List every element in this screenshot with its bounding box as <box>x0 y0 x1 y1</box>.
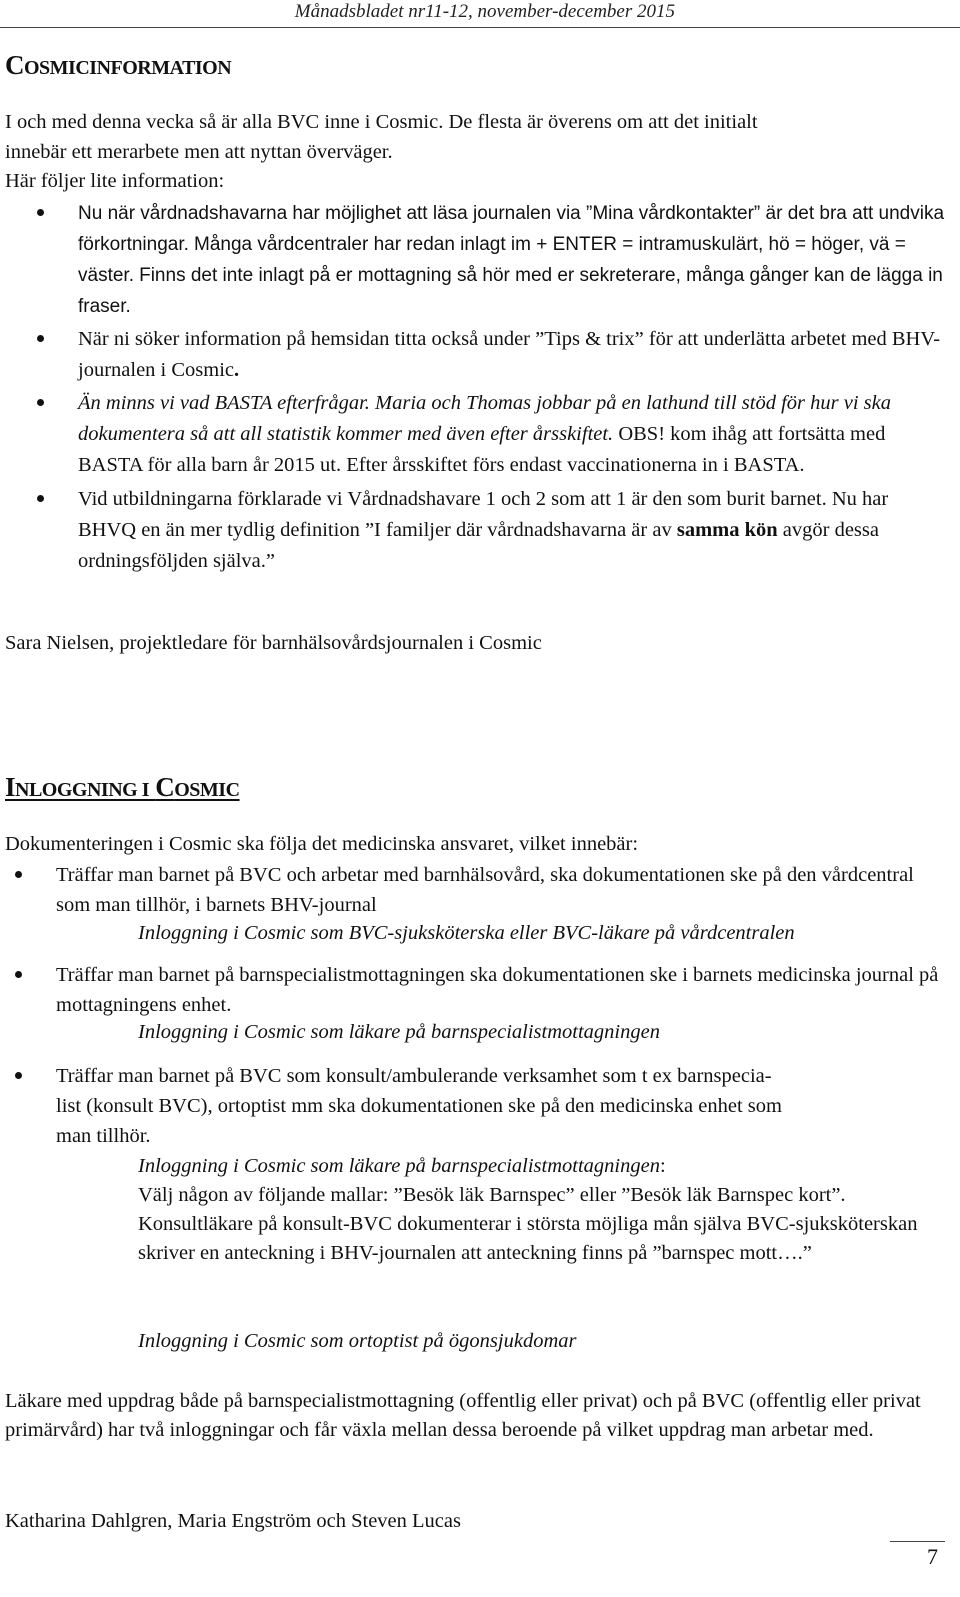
bullet-icon <box>37 399 44 406</box>
section1-intro <box>5 108 940 197</box>
bullet-text-line: Träffar man barnet på BVC som konsult/ambulerande verksamhet som t ex barnspecia- <box>56 1065 772 1087</box>
section2-closing: Läkare med uppdrag både på barnspecialistmottagning (offentlig eller privat) och på BVC (offentlig eller privat primärvård) har två inloggningar och får växla mellan dessa beroende på vilket uppdrag man arbetar med. <box>5 1390 921 1441</box>
header-rule <box>0 27 960 28</box>
heading-initial: C <box>5 50 24 80</box>
section2-bullet-list-3 <box>0 1061 950 1151</box>
login-note-ortoptist: Inloggning i Cosmic som ortoptist på ögonsjukdomar <box>138 1330 577 1352</box>
bullet-text: kom ihåg att fortsätta med BASTA för alla barn år 2015 ut. Efter årsskiftet förs endast vaccinationerna in i BASTA. <box>78 423 886 476</box>
heading-rest: OSMICINFORMATION <box>24 57 232 79</box>
section2-bullet-list-1 <box>0 860 950 920</box>
intro-line-3: Här följer lite information: <box>5 170 225 192</box>
footer-rule <box>890 1541 945 1542</box>
list-item <box>0 388 950 481</box>
bullet-icon <box>37 209 44 216</box>
intro-line-1: I och med denna vecka så är alla BVC inne i Cosmic. De flesta är överens om att det initialt <box>5 111 758 133</box>
login-note-bvc: Inloggning i Cosmic som BVC-sjuksköterska eller BVC-läkare på vårdcentralen <box>138 922 795 944</box>
bullet-text: Många vårdcentraler har redan inlagt im + ENTER = intramuskulärt, hö = höger, vä = väster. <box>78 234 906 286</box>
login-label: Inloggning i Cosmic som läkare på barnspecialistmottagningen <box>138 1155 660 1177</box>
bullet-text: samma kön <box>676 519 778 541</box>
section-heading-inloggning-i-cosmic <box>5 772 240 803</box>
bullet-icon <box>15 871 22 878</box>
section2-bullet-list-2 <box>0 960 950 1020</box>
bullet-icon <box>15 971 22 978</box>
heading-rest: OSMIC <box>174 779 240 801</box>
bullet-text: . <box>234 359 240 381</box>
bullet-text: Maria och Thomas jobbar på en lathund till stöd för hur vi ska dokumentera så att all statistik kommer med även efter årsskiftet. <box>78 392 891 445</box>
page-number: 7 <box>927 1544 938 1569</box>
login-note-konsult <box>138 1152 938 1268</box>
header-title: Månadsbladet nr11-12, november-december 2015 <box>294 1 675 22</box>
bullet-icon <box>15 1072 22 1079</box>
intro-line-2: innebär ett merarbete men att nyttan överväger. <box>5 140 393 163</box>
bullet-text-line: man tillhör. <box>56 1125 151 1147</box>
bullet-icon <box>37 495 44 502</box>
list-item <box>0 860 950 920</box>
list-item <box>0 198 950 322</box>
section1-bullet-list <box>0 198 950 577</box>
list-item <box>0 484 950 577</box>
bullet-text: Träffar man barnet på barnspecialistmottagningen ska dokumentationen ske i barnets medicinska journal på mottagningens enhet. <box>56 964 939 1016</box>
page-header <box>0 0 960 30</box>
section2-authors: Katharina Dahlgren, Maria Engström och Steven Lucas <box>5 1510 461 1532</box>
bullet-text: OBS! <box>618 423 666 445</box>
heading-initial: C <box>155 772 175 802</box>
heading-rest: NLOGGNING I <box>15 779 149 801</box>
list-item <box>0 960 950 1020</box>
list-item <box>0 324 950 386</box>
bullet-text: Nu när vårdnadshavarna har möjlighet att läsa journalen via ”Mina vårdkontakter” är det bra att undvika förkortningar. <box>78 203 945 255</box>
bullet-text: När ni söker information på hemsidan titta också under ”Tips & trix” för att underlätta arbetet med BHV-journalen i Cosmic <box>78 328 941 381</box>
bullet-text: Vid utbildningarna förklarade vi Vårdnadshavare 1 och 2 som att 1 är den som burit barnet. Nu har BHVQ en än mer tydlig definition ”I familjer där vårdnadshavarna är av <box>78 488 889 541</box>
section-heading-cosmicinformation <box>5 50 231 81</box>
list-item <box>0 1061 950 1151</box>
login-colon: : <box>659 1155 666 1177</box>
bullet-icon <box>37 335 44 342</box>
section1-signature: Sara Nielsen, projektledare för barnhälsovårdsjournalen i Cosmic <box>5 632 542 654</box>
bullet-text: Än minns vi vad BASTA efterfrågar. <box>78 392 370 414</box>
login-note-barnspec: Inloggning i Cosmic som läkare på barnspecialistmottagningen <box>138 1021 660 1043</box>
bullet-text: Finns det inte inlagt på er mottagning så hör med er sekreterare, många gånger kan de lägga in fraser. <box>78 265 943 317</box>
login-detail: Välj någon av följande mallar: ”Besök läk Barnspec” eller ”Besök läk Barnspec kort”. Konsultläkare på konsult-BVC dokumenterar i största möjliga mån själva BVC-sjuksköterskan skriver en anteckning i BHV-journalen att anteckning finns på ”barnspec mott….” <box>138 1184 918 1264</box>
bullet-text-line: list (konsult BVC), ortoptist mm ska dokumentationen ske på den medicinska enhet som <box>56 1095 782 1117</box>
heading-initial: I <box>5 772 16 802</box>
section2-intro: Dokumenteringen i Cosmic ska följa det medicinska ansvaret, vilket innebär: <box>5 833 639 855</box>
bullet-text: avgör dessa ordningsföljden själva.” <box>78 519 879 572</box>
bullet-text: Träffar man barnet på BVC och arbetar med barnhälsovård, ska dokumentationen ske på den vårdcentral som man tillhör, i barnets BHV-journal <box>56 864 914 916</box>
